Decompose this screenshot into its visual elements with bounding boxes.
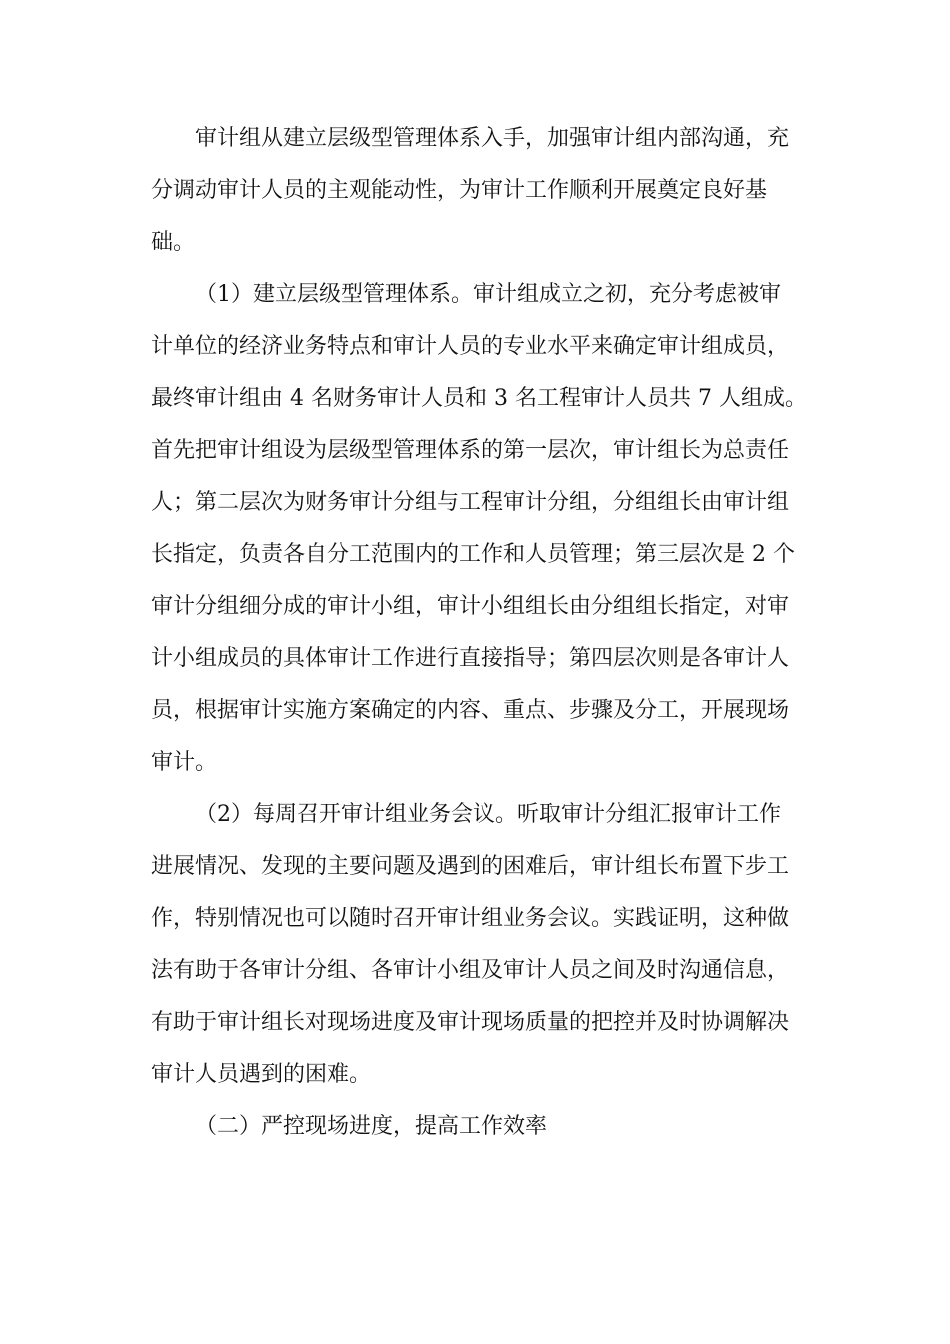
para2-line-2: 计单位的经济业务特点和审计人员的专业水平来确定审计组成员，	[151, 334, 790, 359]
para2-line-10: 审计。	[151, 750, 218, 775]
para3-line-6: 审计人员遇到的困难。	[151, 1062, 372, 1087]
para3-line-4: 法有助于各审计分组、各审计小组及审计人员之间及时沟通信息，	[151, 958, 790, 983]
para2-line-1: （1）建立层级型管理体系。审计组成立之初，充分考虑被审	[195, 282, 781, 307]
para3-line-5: 有助于审计组长对现场进度及审计现场质量的把控并及时协调解决	[151, 1010, 790, 1035]
para2-line-8: 计小组成员的具体审计工作进行直接指导；第四层次则是各审计人	[151, 646, 790, 671]
para3-line-3: 作，特别情况也可以随时召开审计组业务会议。实践证明，这种做	[151, 906, 790, 931]
para1-line-1: 审计组从建立层级型管理体系入手，加强审计组内部沟通，充	[195, 126, 790, 151]
para2-line-6: 长指定，负责各自分工范围内的工作和人员管理；第三层次是 2 个	[151, 542, 795, 567]
para1-line-2: 分调动审计人员的主观能动性，为审计工作顺利开展奠定良好基	[151, 178, 768, 203]
para1-line-3: 础。	[151, 230, 196, 255]
para2-line-3: 最终审计组由 4 名财务审计人员和 3 名工程审计人员共 7 人组成。	[151, 386, 807, 411]
para2-line-7: 审计分组细分成的审计小组，审计小组组长由分组组长指定，对审	[151, 594, 790, 619]
para3-line-1: （2）每周召开审计组业务会议。听取审计分组汇报审计工作	[195, 802, 781, 827]
para2-line-4: 首先把审计组设为层级型管理体系的第一层次，审计组长为总责任	[151, 438, 790, 463]
para3-line-2: 进展情况、发现的主要问题及遇到的困难后，审计组长布置下步工	[151, 854, 790, 879]
para2-line-5: 人；第二层次为财务审计分组与工程审计分组，分组组长由审计组	[151, 490, 790, 515]
para2-line-9: 员，根据审计实施方案确定的内容、重点、步骤及分工，开展现场	[151, 698, 790, 723]
section-heading: （二）严控现场进度，提高工作效率	[195, 1114, 548, 1139]
